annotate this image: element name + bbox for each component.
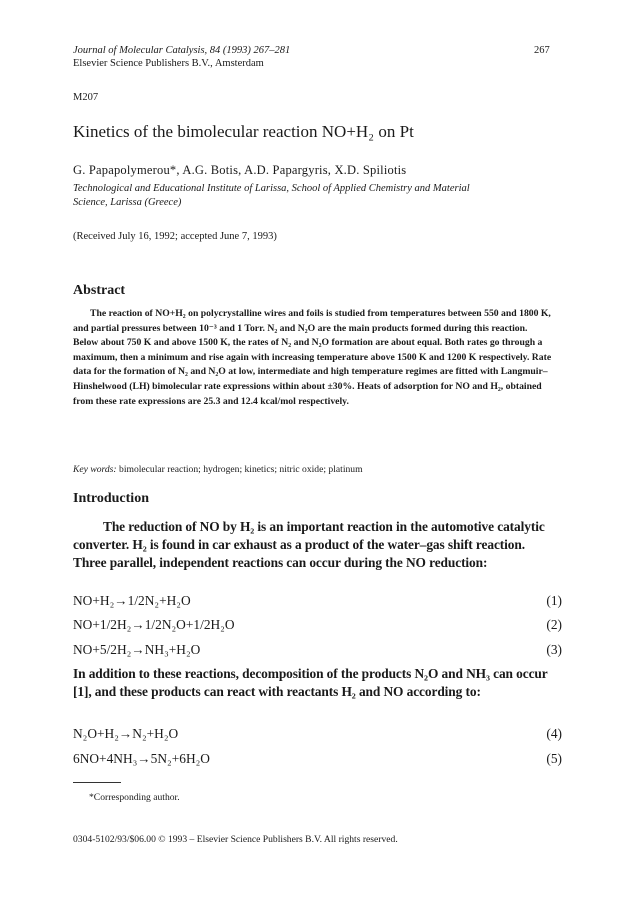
abstract-body xyxy=(73,307,553,409)
footnote-rule xyxy=(73,782,121,783)
intro-paragraph-1 xyxy=(73,518,561,572)
intro-paragraph-2: In addition to these reactions, decomposition of the products N₂O and NH₃ can occur [1], and these products can react with reactants H₂ and NO according to: xyxy=(73,666,548,699)
received-dates: (Received July 16, 1992; accepted June 7, 1993) xyxy=(73,231,277,242)
keywords-label: Key words: xyxy=(73,464,117,475)
author-list: G. Papapolymerou*, A.G. Botis, A.D. Papargyris, X.D. Spiliotis xyxy=(73,163,407,177)
journal-citation: Journal of Molecular Catalysis, 84 (1993) 267–281 xyxy=(73,45,291,56)
equation-3: NO+5/2H₂→NH₃+H₂O xyxy=(73,642,201,657)
abstract-heading: Abstract xyxy=(73,283,126,298)
page-number: 267 xyxy=(534,45,550,56)
article-title: Kinetics of the bimolecular reaction NO+H₂ on Pt xyxy=(73,122,414,141)
equation-1-number: (1) xyxy=(546,593,562,608)
affiliation-line-2: Science, Larissa (Greece) xyxy=(73,197,182,208)
manuscript-code: M207 xyxy=(73,92,99,103)
equation-4-number: (4) xyxy=(546,726,562,741)
footnote: *Corresponding author. xyxy=(89,792,180,803)
intro-text-1: The reduction of NO by H₂ is an important reaction in the automotive catalytic converter. H₂ is found in car exhaust as a product of the water–gas shift reaction. Three parallel, independent reactions can occur during the NO reduction: xyxy=(73,519,545,570)
equation-4: N₂O+H₂→N₂+H₂O xyxy=(73,726,179,741)
intro-heading: Introduction xyxy=(73,491,149,506)
equation-5: 6NO+4NH₃→5N₂+6H₂O xyxy=(73,751,210,766)
equation-2: NO+1/2H₂→1/2N₂O+1/2H₂O xyxy=(73,617,235,632)
abstract-text: The reaction of NO+H₂ on polycrystalline wires and foils is studied from temperatures between 550 and 1800 K, and partial pressures between 10⁻³ and 1 Torr. N₂ and N₂O are the main products formed during this reaction. Below about 750 K and above 1500 K, the rates of N₂ and N₂O formation are about equal. Both rates go through a maximum, then a minimum and rise again with increasing temperature above 1500 K and 1200 K respectively. Rate data for the formation of N₂ and N₂O at low, intermediate and high temperature regimes are fitted with Langmuir–Hinshelwood (LH) bimolecular rate expressions within about ±30%. Heats of adsorption for NO and H₂, obtained from these rate expressions are 25.3 and 12.4 kcal/mol respectively. xyxy=(73,308,552,407)
keywords-line xyxy=(73,463,363,477)
equation-1: NO+H₂→1/2N₂+H₂O xyxy=(73,593,191,608)
copyright-line: 0304-5102/93/$06.00 © 1993 – Elsevier Science Publishers B.V. All rights reserved. xyxy=(73,834,398,845)
equation-3-number: (3) xyxy=(546,642,562,657)
equation-5-number: (5) xyxy=(546,751,562,766)
publisher-line: Elsevier Science Publishers B.V., Amsterdam xyxy=(73,58,264,69)
affiliation-line-1: Technological and Educational Institute of Larissa, School of Applied Chemistry and Material xyxy=(73,183,470,194)
keywords-list: bimolecular reaction; hydrogen; kinetics; nitric oxide; platinum xyxy=(119,464,363,475)
equation-2-number: (2) xyxy=(546,617,562,632)
